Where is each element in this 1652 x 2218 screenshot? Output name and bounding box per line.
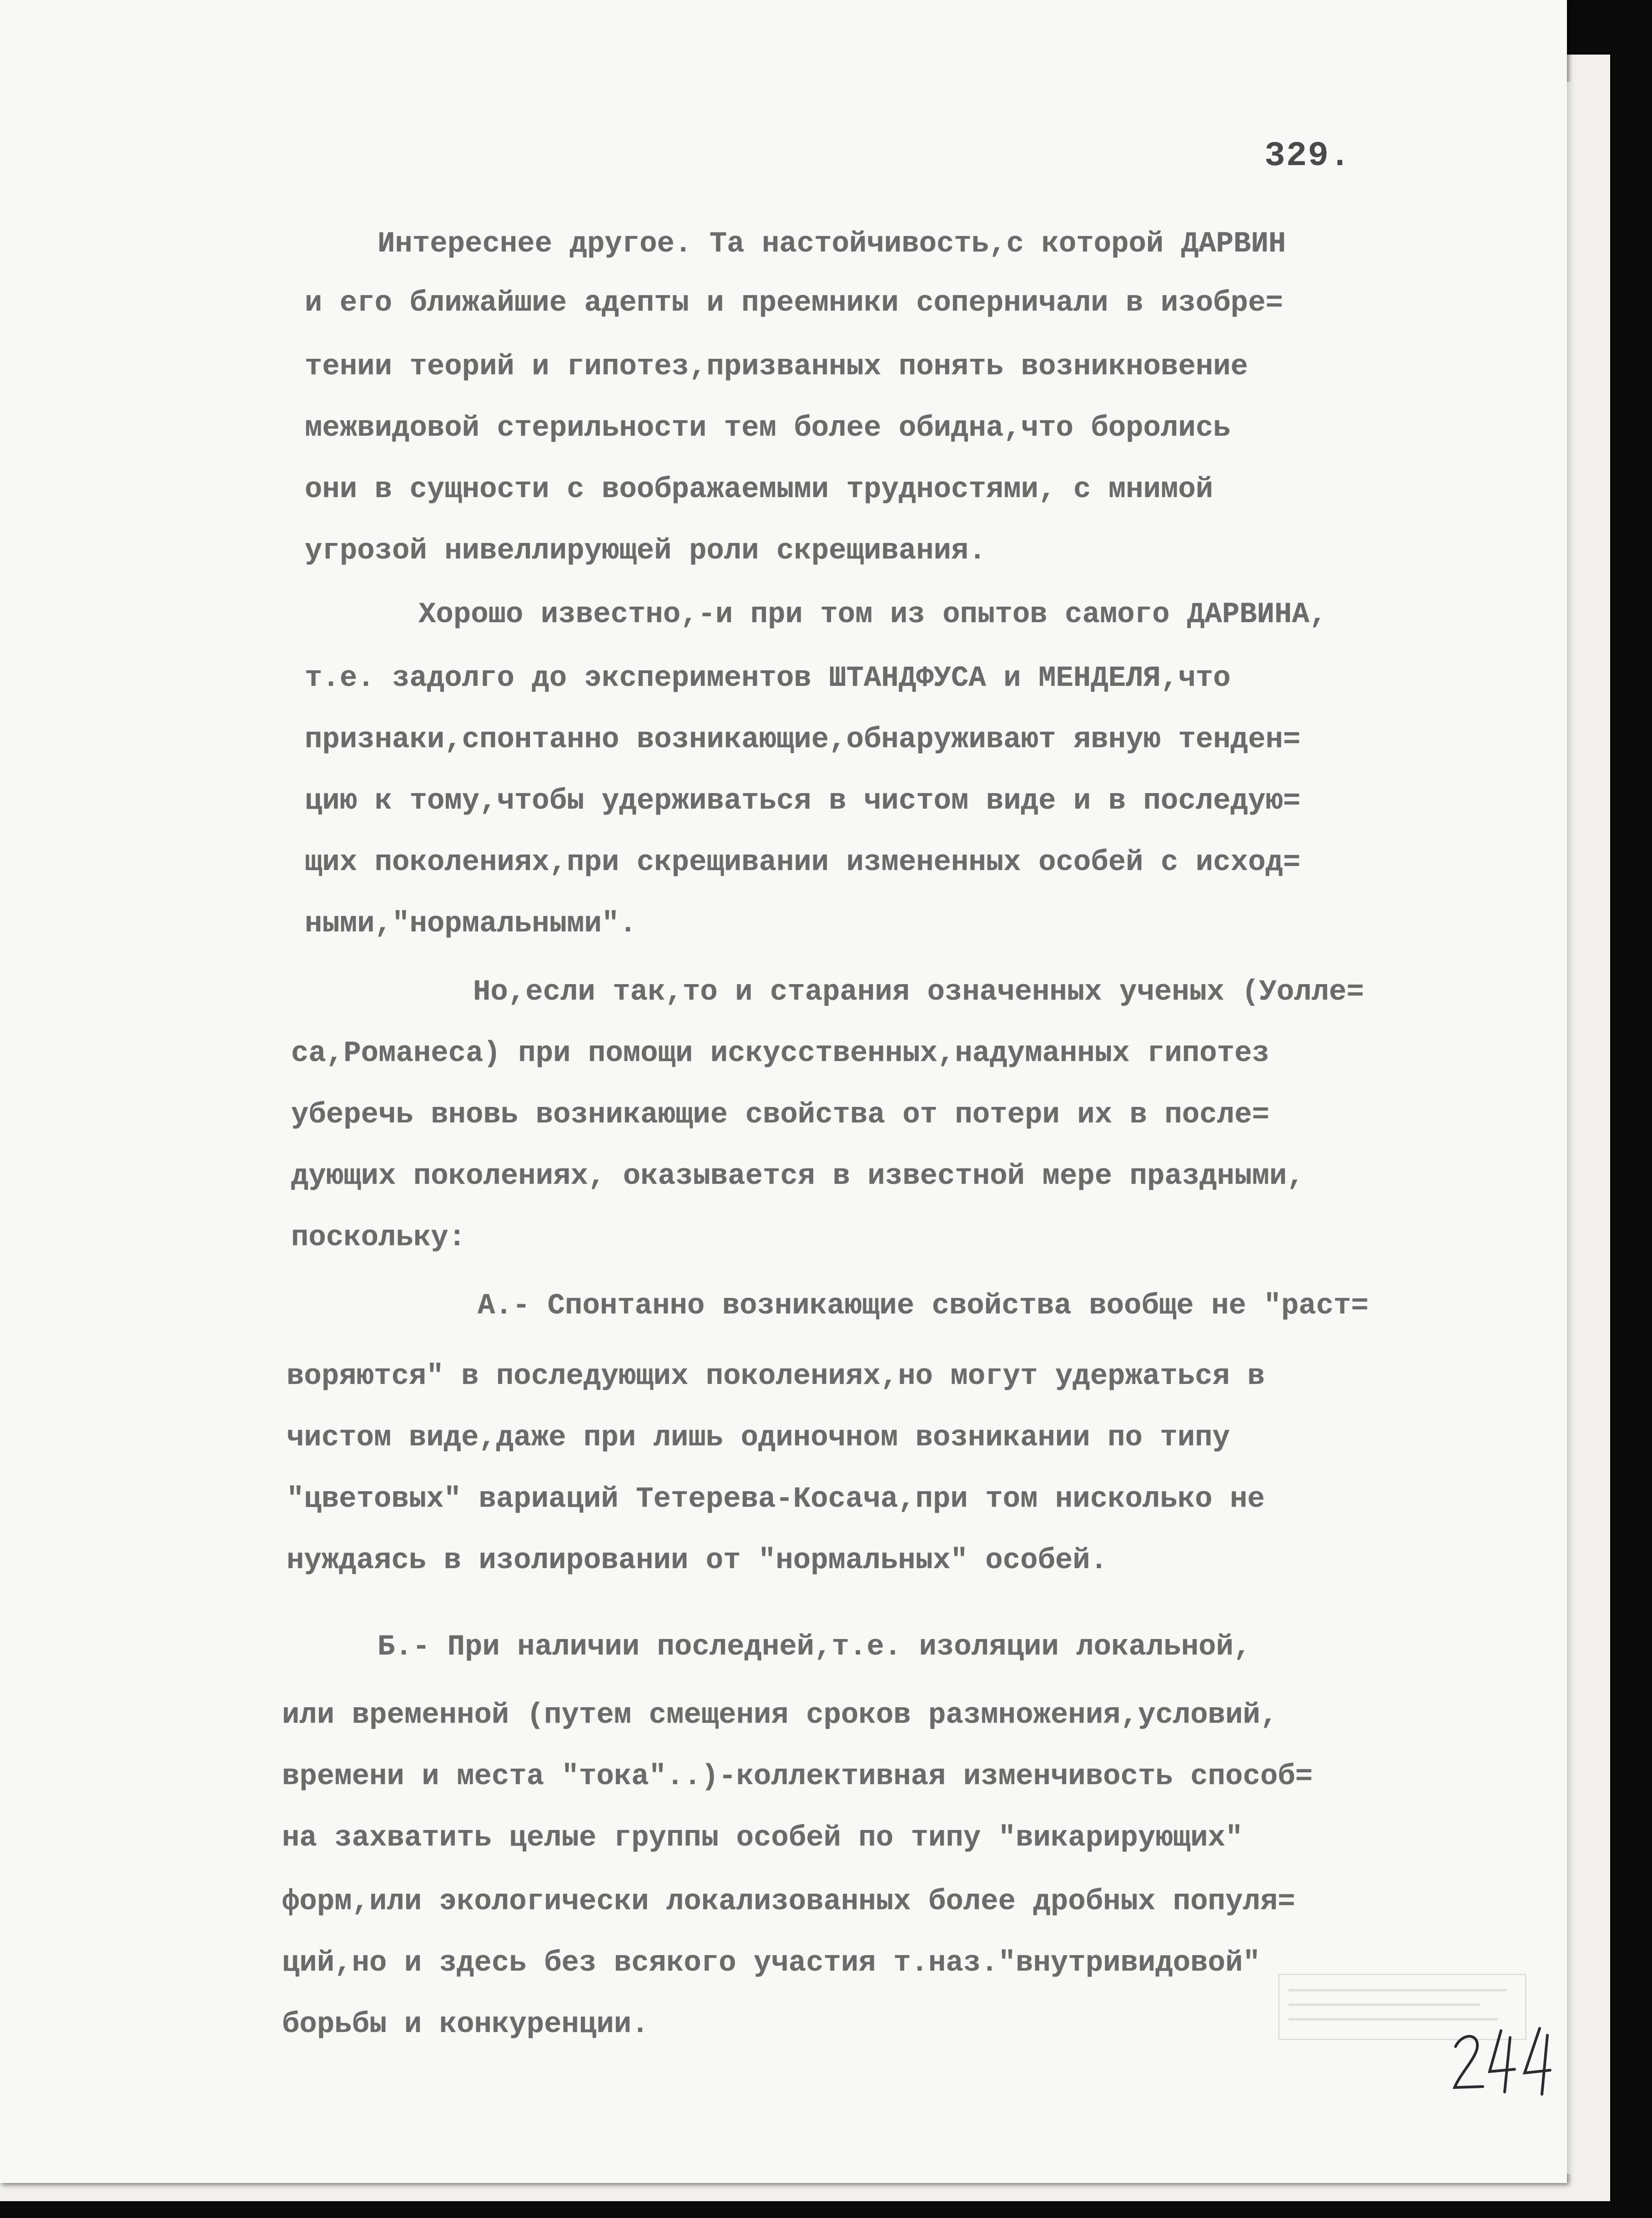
text-line: борьбы и конкуренции. (282, 2008, 649, 2041)
text-line: нуждаясь в изолировании от "нормальных" особей. (287, 1544, 1108, 1577)
text-line: Интереснее другое. Та настойчивость,с которой ДАРВИН (378, 228, 1286, 261)
text-line: са,Романеса) при помощи искусственных,надуманных гипотез (291, 1037, 1269, 1070)
text-line: времени и места "тока"..)-коллективная изменчивость способ= (282, 1760, 1313, 1793)
text-line: уберечь вновь возникающие свойства от потери их в после= (291, 1099, 1269, 1132)
text-line: чистом виде,даже при лишь одиночном возникании по типу (287, 1422, 1230, 1454)
handwritten-folio-number (1446, 2019, 1556, 2101)
text-line: щих поколениях,при скрещивании измененных особей с исход= (305, 846, 1301, 879)
text-line: воряются" в последующих поколениях,но могут удержаться в (287, 1360, 1265, 1393)
text-line: они в сущности с воображаемыми трудностями, с мнимой (305, 473, 1214, 506)
text-line: тении теорий и гипотез,призванных понять возникновение (305, 351, 1248, 383)
text-line: на захватить целые группы особей по типу "викарирующих" (282, 1822, 1243, 1855)
text-line: Хорошо известно,-и при том из опытов самого ДАРВИНА, (418, 599, 1327, 631)
text-line: т.е. задолго до экспериментов ШТАНДФУСА и МЕНДЕЛЯ,что (305, 662, 1231, 695)
text-line: межвидовой стерильности тем более обидна,что боролись (305, 412, 1231, 445)
text-line: признаки,спонтанно возникающие,обнаруживают явную тенден= (305, 724, 1301, 756)
text-line: дующих поколениях, оказывается в известной мере праздными, (291, 1160, 1304, 1193)
page-number: 329. (1264, 136, 1351, 176)
text-line: ций,но и здесь без всякого участия т.наз."внутривидовой" (282, 1947, 1260, 1980)
text-line: и его ближайшие адепты и преемники соперничали в изобре= (305, 287, 1283, 320)
text-line: форм,или экологически локализованных более дробных популя= (282, 1886, 1295, 1918)
text-line: ными,"нормальными". (305, 908, 637, 941)
text-line: А.- Спонтанно возникающие свойства вообще не "раст= (478, 1290, 1369, 1323)
text-line: Б.- При наличии последней,т.е. изоляции локальной, (378, 1631, 1251, 1664)
text-line: поскольку: (291, 1222, 466, 1254)
text-line: или временной (путем смещения сроков размножения,условий, (282, 1699, 1278, 1732)
sheet-edge (1567, 82, 1572, 2174)
text-line: "цветовых" вариаций Тетерева-Косача,при том нисколько не (287, 1483, 1265, 1516)
text-line: Но,если так,то и старания означенных ученых (Уолле= (473, 976, 1364, 1009)
text-line: цию к тому,чтобы удерживаться в чистом виде и в последую= (305, 785, 1301, 818)
text-line: угрозой нивеллирующей роли скрещивания. (305, 535, 986, 568)
